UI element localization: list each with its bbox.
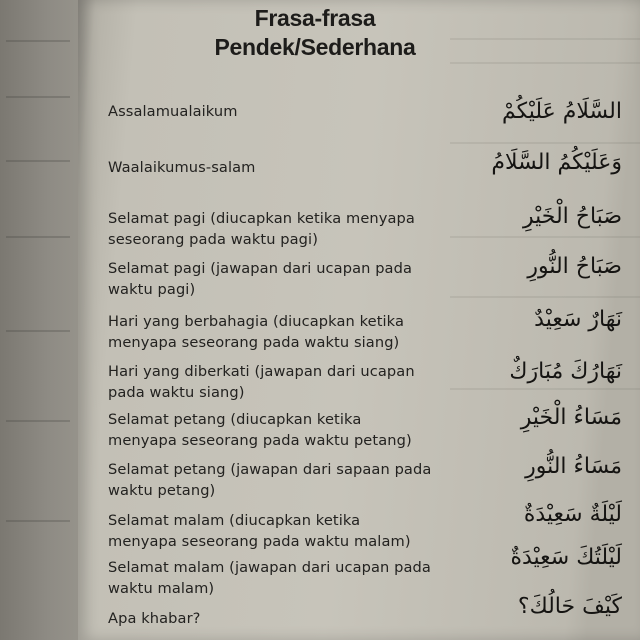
arabic-phrase: صَبَاحُ الْخَيْرِ <box>522 204 622 229</box>
bleed-through-line <box>450 296 640 298</box>
malay-phrase <box>108 608 478 629</box>
arabic-phrase: لَيْلَتُكَ سَعِيْدَةٌ <box>510 545 622 570</box>
arabic-phrase: كَيْفَ حَالُكَ؟ <box>517 594 622 619</box>
bleed-through-line <box>450 62 640 64</box>
malay-line: Hari yang diberkati (jawapan dari ucapan <box>108 363 415 380</box>
malay-line: Selamat malam (diucapkan ketika <box>108 512 361 529</box>
malay-line: seseorang pada waktu pagi) <box>108 231 318 248</box>
arabic-phrase: مَسَاءُ النُّورِ <box>525 454 622 479</box>
arabic-phrase: وَعَلَيْكُمُ السَّلَامُ <box>491 150 622 175</box>
malay-line: Selamat petang (diucapkan ketika <box>108 411 362 428</box>
malay-line: Selamat pagi (diucapkan ketika menyapa <box>108 210 415 227</box>
malay-line: Assalamualaikum <box>108 103 238 120</box>
malay-phrase <box>108 459 478 501</box>
malay-line: Waalaikumus-salam <box>108 159 256 176</box>
malay-phrase <box>108 101 478 122</box>
malay-line: Apa khabar? <box>108 610 201 627</box>
malay-line: menyapa seseorang pada waktu malam) <box>108 533 411 550</box>
malay-line: Selamat pagi (jawapan dari ucapan pada <box>108 260 413 277</box>
page-title-line-2: Pendek/Sederhana <box>214 34 416 60</box>
malay-line: Selamat malam (jawapan dari ucapan pada <box>108 559 431 576</box>
bleed-through-line <box>6 96 70 98</box>
malay-line: waktu pagi) <box>108 281 196 298</box>
malay-line: waktu petang) <box>108 482 216 499</box>
bleed-through-line <box>6 520 70 522</box>
bleed-through-line <box>6 330 70 332</box>
bleed-through-line <box>6 160 70 162</box>
facing-page <box>0 0 80 640</box>
malay-line: Hari yang berbahagia (diucapkan ketika <box>108 313 405 330</box>
bleed-through-line <box>450 236 640 238</box>
malay-line: waktu malam) <box>108 580 215 597</box>
malay-phrase <box>108 409 478 451</box>
arabic-phrase: صَبَاحُ النُّورِ <box>527 254 622 279</box>
bleed-through-line <box>450 142 640 144</box>
malay-phrase <box>108 208 478 250</box>
bleed-through-line <box>6 40 70 42</box>
bleed-through-line <box>6 236 70 238</box>
arabic-phrase: نَهَارٌ سَعِيْدٌ <box>534 307 622 332</box>
malay-phrase <box>108 258 478 300</box>
arabic-phrase: نَهَارُكَ مُبَارَكٌ <box>509 359 622 384</box>
malay-line: pada waktu siang) <box>108 384 245 401</box>
malay-phrase <box>108 510 478 552</box>
page-title-line-1: Frasa-frasa <box>254 5 376 31</box>
malay-line: menyapa seseorang pada waktu siang) <box>108 334 400 351</box>
malay-phrase <box>108 361 478 403</box>
malay-line: Selamat petang (jawapan dari sapaan pada <box>108 461 432 478</box>
arabic-phrase: السَّلَامُ عَلَيْكُمْ <box>501 99 622 124</box>
bleed-through-line <box>6 420 70 422</box>
book-page <box>78 0 640 640</box>
arabic-phrase: لَيْلَةٌ سَعِيْدَةٌ <box>523 502 622 527</box>
arabic-phrase: مَسَاءُ الْخَيْرِ <box>520 405 622 430</box>
bleed-through-line <box>450 388 640 390</box>
malay-phrase <box>108 311 478 353</box>
malay-line: menyapa seseorang pada waktu petang) <box>108 432 412 449</box>
malay-phrase <box>108 157 478 178</box>
malay-phrase <box>108 557 478 599</box>
